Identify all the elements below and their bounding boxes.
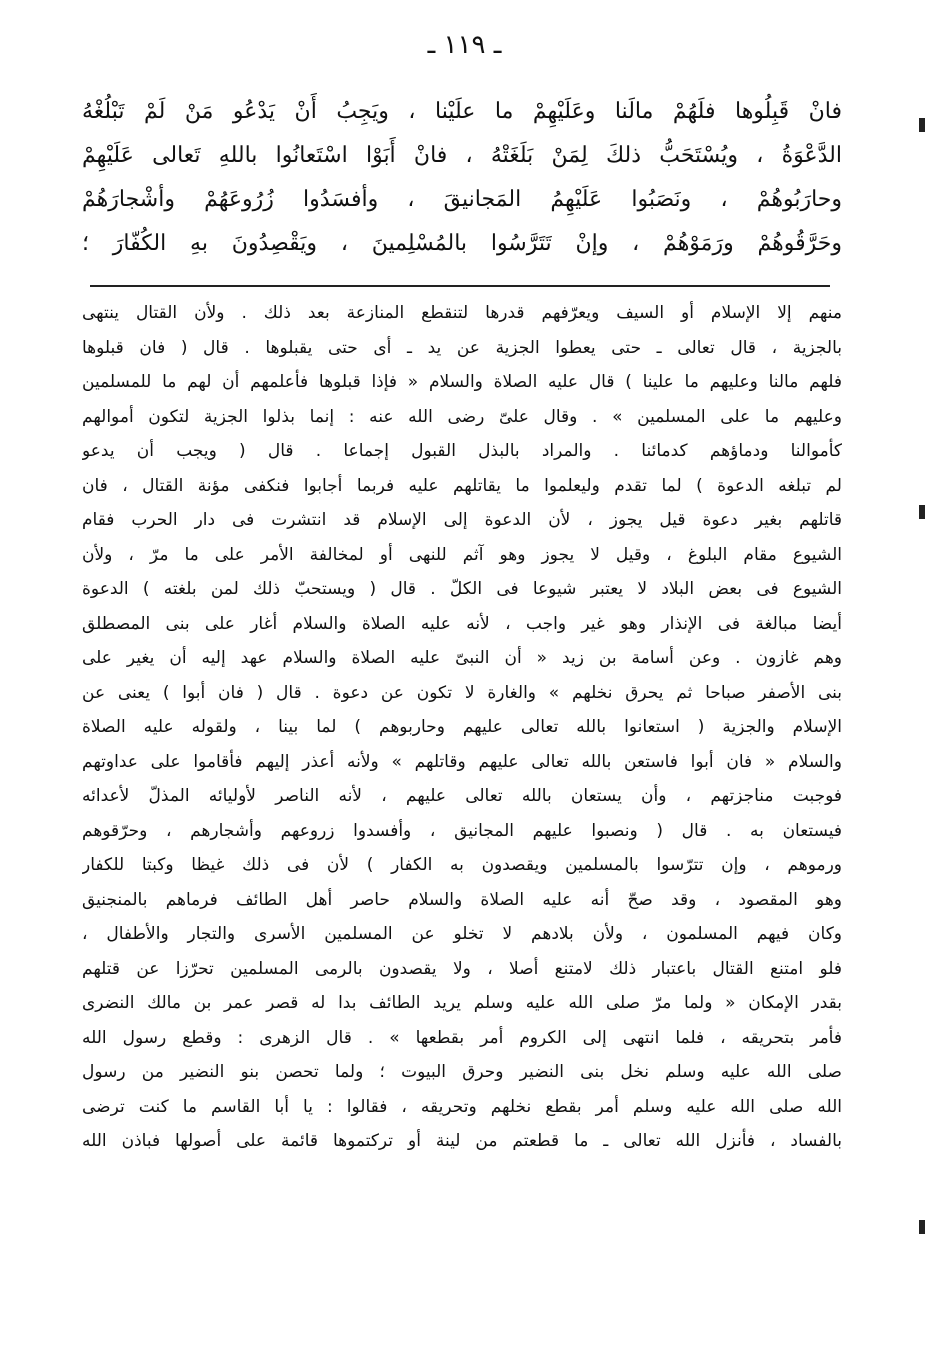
commentary-line: لم تبلغه الدعوة ) لما تقدم وليعلموا ما يقاتلهم عليه فربما أجابوا فنكفى مؤنة القتال ، فان (82, 475, 842, 496)
commentary-line: قاتلهم بغير دعوة قيل يجوز ، لأن الدعوة إلى الإسلام قد انتشرت فى دار الحرب فقام (82, 510, 842, 530)
commentary-line: ورموهم ، وإن تترّسوا بالمسلمين ويقصدون به الكفار ) لأن فى ذلك غيظا وكبتا للكفار (82, 855, 842, 875)
main-text-line: فانْ قَبِلُوها فلَهُمْ مالَنا وعَلَيْهِمْ ما علَيْنا ، ويَجِبُ أَنْ يَدْعُو مَنْ لَمْ تَبْلُغْهُ (82, 99, 842, 124)
commentary-line: وهم غازون . وعن أسامة بن زيد « أن النبىّ عليه الصلاة والسلام عهد إليه أن يغير على (82, 648, 842, 668)
commentary-line: وهو المقصود ، وقد صحّ أنه عليه الصلاة والسلام حاصر أهل الطائف فرماهم بالمنجنيق (82, 889, 842, 910)
commentary-line: فأمر بتحريقه ، فلما انتهى إلى الكروم أمر بقطعها » . قال الزهرى : وقطع رسول الله (82, 1027, 842, 1048)
main-text-line: وحارَبُوهُمْ ، ونَصَبُوا عَلَيْهِمُ المَجانيقَ ، وأفسَدُوا زُرُوعَهُمْ وأشْجارَهُمْ (82, 187, 842, 212)
commentary-line: الشيوع مقام البلوغ ، وقيل لا يجوز وهو آثم للنهى أو لمخالفة الأمر على ما مرّ ، ولأن (82, 544, 842, 565)
main-text-block (82, 90, 842, 266)
commentary-line: وعليهم ما على المسلمين » . وقال علىّ رضى الله عنه : إنما بذلوا الجزية لتكون أموالهم (82, 406, 842, 427)
commentary-line: الله صلى الله عليه وسلم أمر بقطع نخلهم وتحريقه ، فقالوا : يا أبا القاسم ما كنت ترضى (82, 1096, 842, 1117)
commentary-line: منهم إلا الإسلام أو السيف ويعرّفهم قدرها لتنقطع المنازعة بعد ذلك . ولأن القتال ينتهى (82, 303, 842, 323)
commentary-line: صلى الله عليه وسلم نخل بنى النضير وحرق البيوت ؛ ولما تحصن بنو النضير من رسول (82, 1062, 842, 1082)
commentary-line: الشيوع فى بعض البلاد لا يعتبر شيوعا فى الكلّ . قال ( ويستحبّ ذلك لمن بلغته ) الدعوة (82, 579, 842, 599)
commentary-line: الإسلام والجزية ( استعانوا بالله تعالى عليهم وحاربوهم ) لما بينا ، ولقوله عليه الصلاة (82, 717, 842, 737)
commentary-line: فيستعان به . قال ( ونصبوا عليهم المجانيق ، وأفسدوا زروعهم وأشجارهم ، وحرّقوهم (82, 820, 842, 841)
commentary-line: والسلام « فان أبوا فاستعن بالله تعالى عليهم وقاتلهم » ولأنه أعذر إليهم فأقاموا على عداوتهم (82, 751, 842, 772)
commentary-line: أيضا مبالغة فى الإنذار وهو غير واجب ، لأنه عليه الصلاة والسلام أغار على بنى المصطلق (82, 613, 842, 634)
commentary-line: فلهم مالنا وعليهم ما علينا ) قال عليه الصلاة والسلام « فإذا قبلوها فأعلمهم أن لهم ما للمسلمين (82, 372, 842, 392)
page-number: ـ ١١٩ ـ (427, 30, 502, 60)
commentary-line: بالجزية ، قال تعالى ـ حتى يعطوا الجزية عن يد ـ أى حتى يقبلوها . قال ( فان قبلوها (82, 337, 842, 358)
scan-margin-mark (919, 505, 925, 519)
commentary-line: بنى الأصفر صباحا ثم يحرق نخلهم » والغارة لا تكون عن دعوة . قال ( فان أبوا ) يعنى عن (82, 682, 842, 703)
commentary-line: فوجبت مناجزتهم ، وأن يستعان بالله تعالى عليهم ، لأنه الناصر لأوليائه المذلّ لأعدائه (82, 786, 842, 806)
main-text-line: وحَرَّقُوهُمْ ورَمَوْهُمْ ، وإنْ تَتَرَّسُوا بالمُسْلِمينَ ، ويَقْصِدُونَ بهِ الكُفّارَ ؛ (82, 231, 842, 256)
commentary-line: كأموالنا ودماؤهم كدمائنا . والمراد بالبذل القبول إجماعا . قال ( ويجب أن يدعو (82, 441, 842, 461)
commentary-line: فلو امتنع القتال باعتبار ذلك لامتنع أصلا ، ولا يقصدون بالرمى المسلمين تحرّزا عن قتلهم (82, 958, 842, 979)
scan-margin-mark (919, 1220, 925, 1234)
main-text-line: الدَّعْوَةُ ، ويُسْتَحَبُّ ذلكَ لِمَنْ بَلَغَتْهُ ، فانْ أَبَوْا اسْتَعانُوا باللهِ تَعالى عَلَيْهِمْ (82, 143, 842, 168)
commentary-block (82, 296, 842, 1159)
scan-margin-mark (919, 118, 925, 132)
commentary-line: بالفساد ، فأنزل الله تعالى ـ ما قطعتم من لينة أو تركتموها قائمة على أصولها فباذن الله (82, 1131, 842, 1151)
commentary-line: وكان فيهم المسلمون ، ولأن بلادهم لا تخلو عن المسلمين الأسرى والتجار والأطفال ، (82, 924, 842, 944)
section-divider (90, 285, 830, 287)
commentary-line: بقدر الإمكان « ولما مرّ صلى الله عليه وسلم يريد الطائف بدا له قصر عمر بن مالك النضرى (82, 993, 842, 1013)
